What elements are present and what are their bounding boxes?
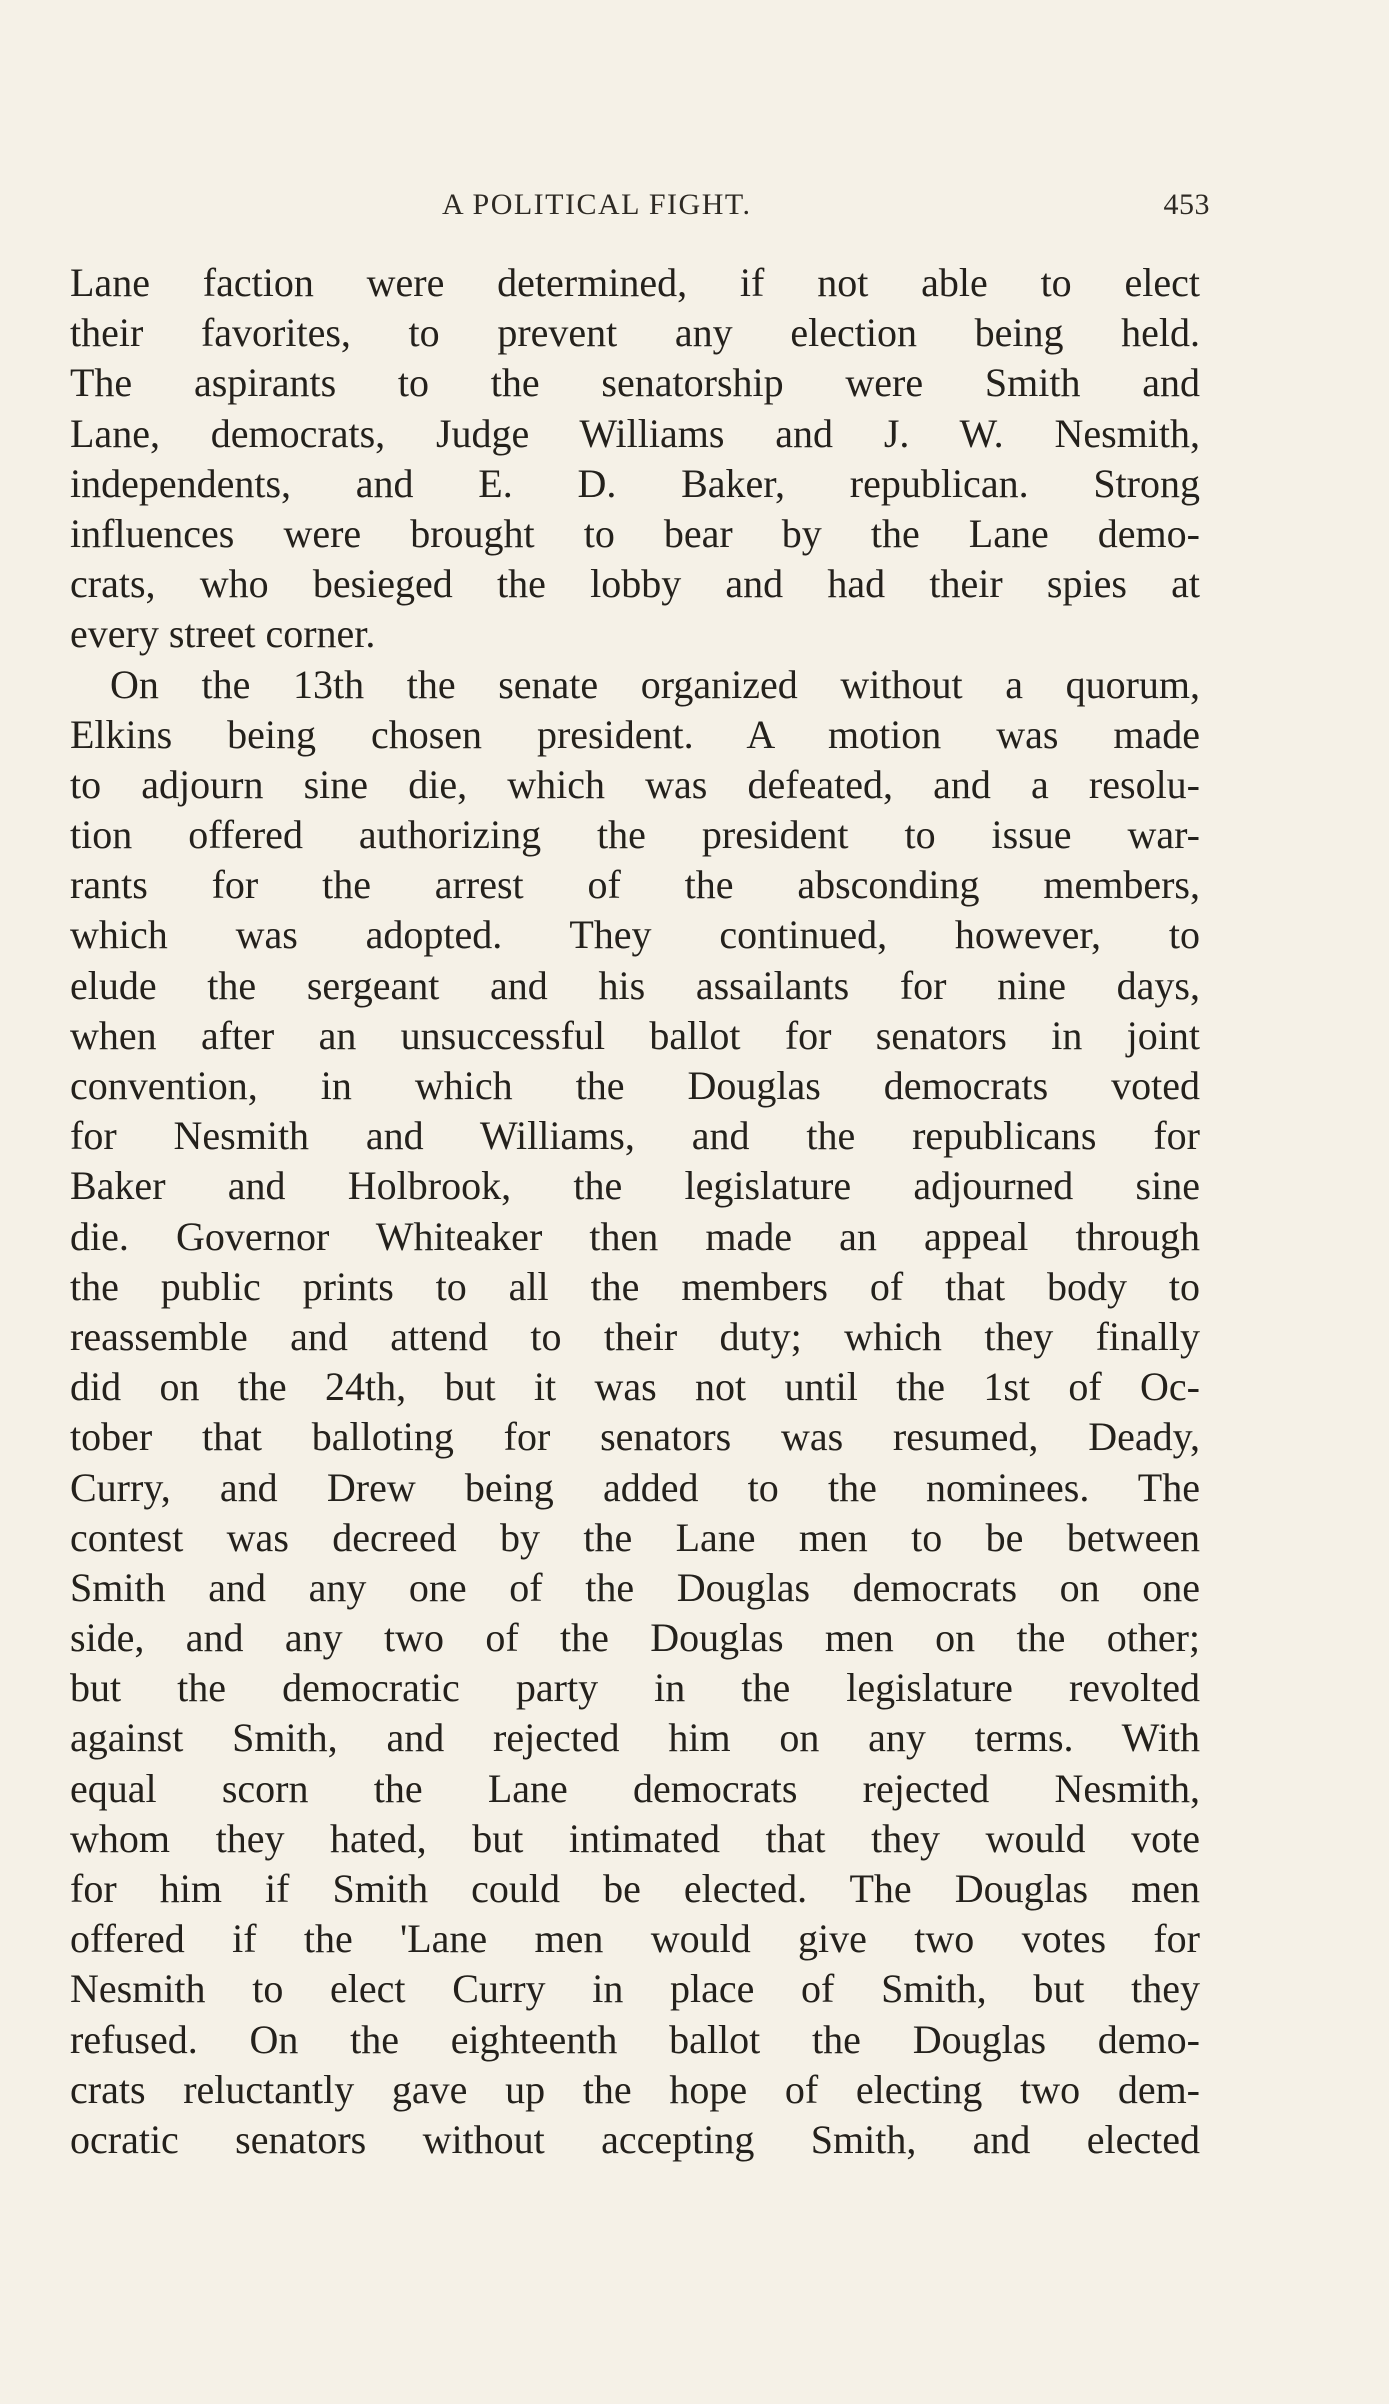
text-line: for Nesmith and Williams, and the republicans for xyxy=(70,1113,1200,1159)
text-line: did on the 24th, but it was not until the 1st of Oc- xyxy=(70,1364,1200,1410)
page-number: 453 xyxy=(1163,188,1210,221)
text-line: Elkins being chosen president. A motion was made xyxy=(70,711,1200,757)
text-line: Curry, and Drew being added to the nominees. The xyxy=(70,1464,1200,1510)
body-text xyxy=(70,258,1200,2165)
text-line: side, and any two of the Douglas men on the other; xyxy=(70,1615,1200,1661)
text-line: independents, and E. D. Baker, republican. Strong xyxy=(70,460,1200,506)
text-line: crats, who besieged the lobby and had their spies at xyxy=(70,561,1200,607)
text-line: Nesmith to elect Curry in place of Smith, but they xyxy=(70,1966,1200,2012)
text-line: Lane faction were determined, if not able to elect xyxy=(70,260,1200,305)
running-title: A POLITICAL FIGHT. xyxy=(442,188,752,221)
text-line: crats reluctantly gave up the hope of electing two dem- xyxy=(70,2066,1200,2112)
text-line: but the democratic party in the legislature revolted xyxy=(70,1665,1200,1711)
text-line: the public prints to all the members of that body to xyxy=(70,1263,1200,1309)
text-line: Smith and any one of the Douglas democrats on one xyxy=(70,1564,1200,1610)
text-line: influences were brought to bear by the Lane demo- xyxy=(70,510,1200,556)
text-line: elude the sergeant and his assailants for nine days, xyxy=(70,962,1200,1008)
paragraph-1 xyxy=(70,258,1200,660)
text-line: convention, in which the Douglas democrats voted xyxy=(70,1063,1200,1108)
text-line: Baker and Holbrook, the legislature adjourned sine xyxy=(70,1163,1200,1209)
text-line: when after an unsuccessful ballot for senators in joint xyxy=(70,1012,1200,1058)
text-line: whom they hated, but intimated that they would vote xyxy=(70,1815,1200,1861)
paragraph-2 xyxy=(70,660,1200,2166)
text-line: ocratic senators without accepting Smith, and elected xyxy=(70,2116,1200,2162)
running-head xyxy=(70,188,1210,228)
text-line: On the 13th the senate organized without a quorum, xyxy=(110,661,1200,707)
text-line: to adjourn sine die, which was defeated, and a resolu- xyxy=(70,761,1200,807)
text-line: reassemble and attend to their duty; which they finally xyxy=(70,1313,1200,1359)
text-line: The aspirants to the senatorship were Smith and xyxy=(70,360,1200,406)
text-line: every street corner. xyxy=(70,611,376,657)
text-line: equal scorn the Lane democrats rejected Nesmith, xyxy=(70,1765,1200,1811)
text-line: offered if the 'Lane men would give two votes for xyxy=(70,1916,1200,1962)
text-line: rants for the arrest of the absconding members, xyxy=(70,862,1200,908)
text-line: Lane, democrats, Judge Williams and J. W. Nesmith, xyxy=(70,410,1200,456)
text-line: tion offered authorizing the president to issue war- xyxy=(70,812,1200,858)
text-line: die. Governor Whiteaker then made an appeal through xyxy=(70,1213,1200,1259)
text-line: for him if Smith could be elected. The Douglas men xyxy=(70,1866,1200,1911)
text-line: refused. On the eighteenth ballot the Douglas demo- xyxy=(70,2016,1200,2062)
text-line: tober that balloting for senators was resumed, Deady, xyxy=(70,1414,1200,1460)
text-line: which was adopted. They continued, however, to xyxy=(70,912,1200,958)
text-line: contest was decreed by the Lane men to be between xyxy=(70,1514,1200,1560)
text-line: against Smith, and rejected him on any terms. With xyxy=(70,1715,1200,1761)
text-line: their favorites, to prevent any election being held. xyxy=(70,310,1200,356)
